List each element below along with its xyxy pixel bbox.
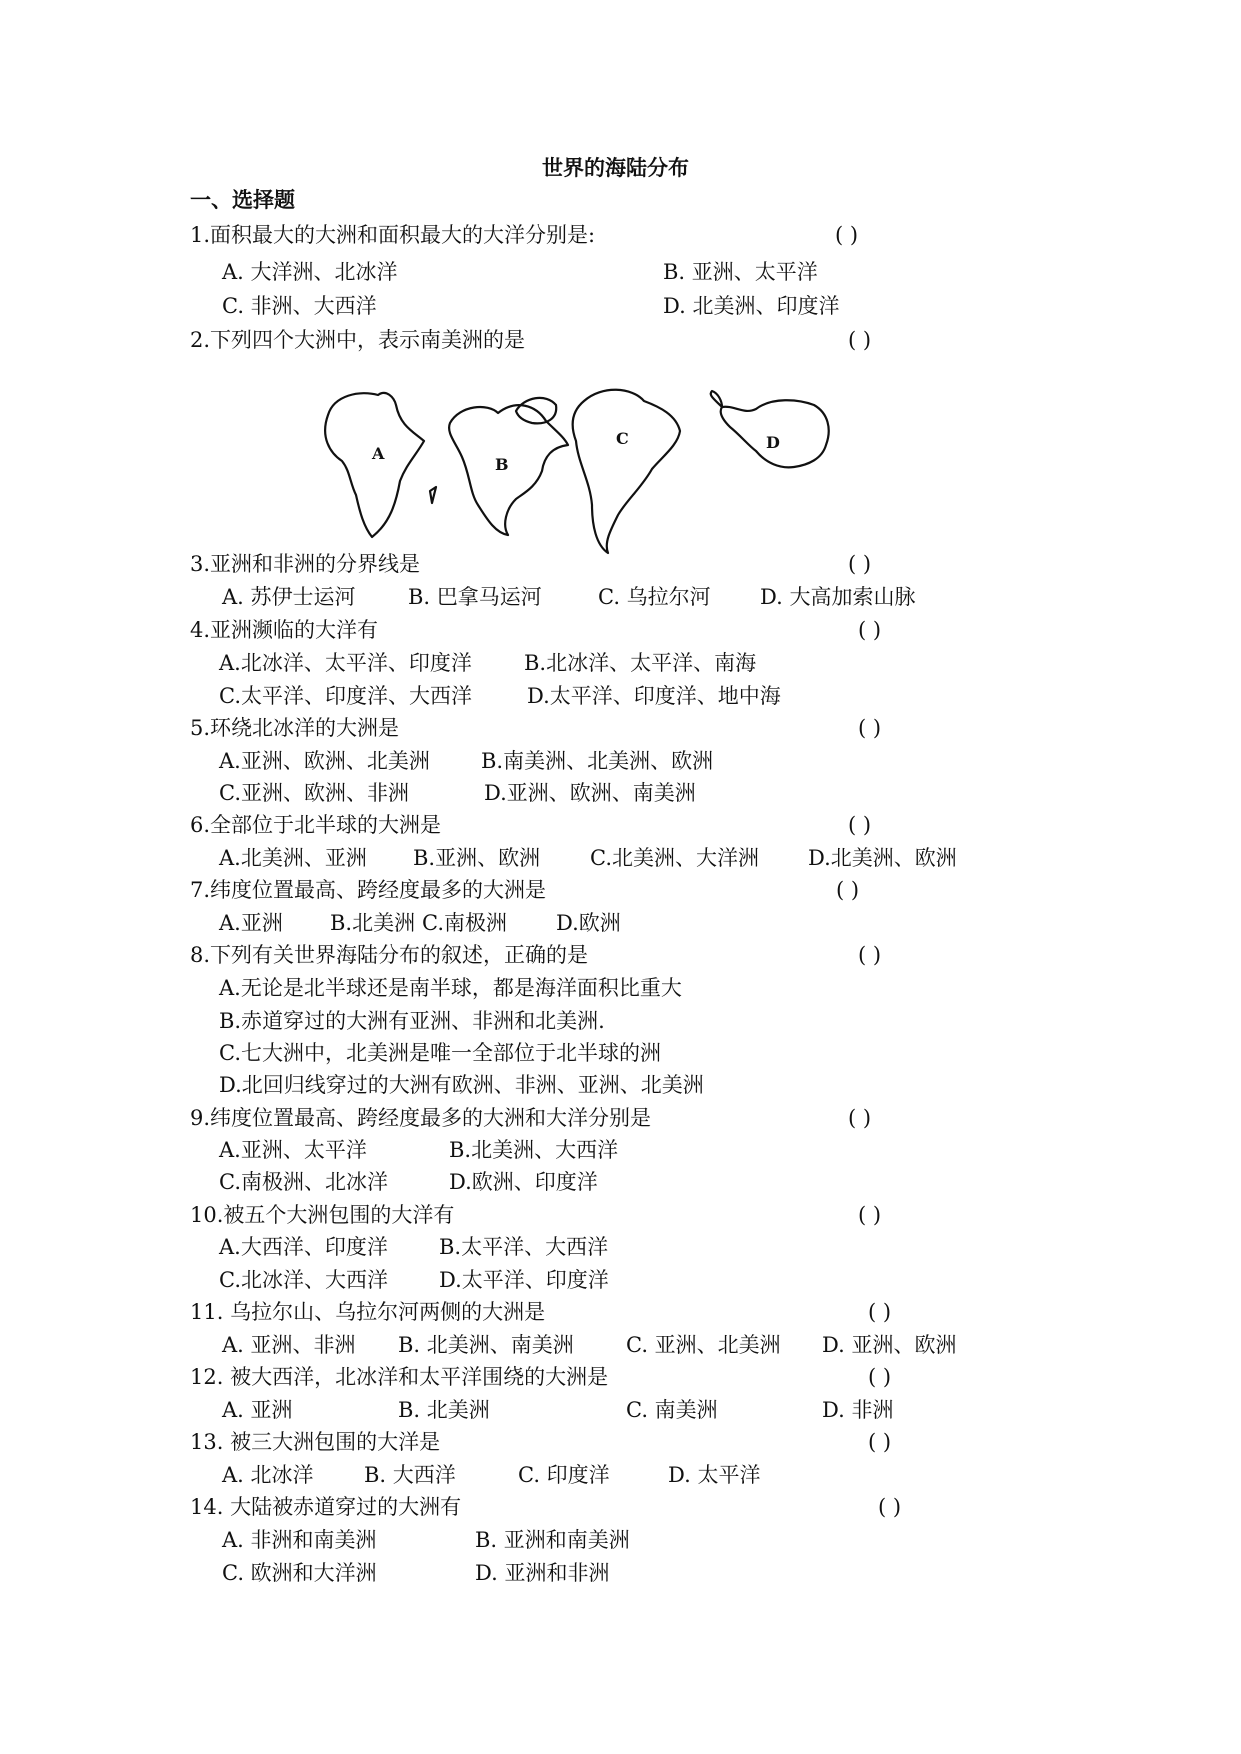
option[interactable]: B.北美洲、大西洋 — [449, 1138, 619, 1162]
continent-c-south-america-outline — [573, 390, 680, 553]
question-stem: 8.下列有关世界海陆分布的叙述，正确的是 — [190, 943, 589, 967]
option[interactable]: A.亚洲、欧洲、北美洲 — [219, 749, 430, 773]
option[interactable]: C. 亚洲、北美洲 — [626, 1333, 781, 1357]
answer-bracket[interactable]: ( ) — [858, 618, 882, 642]
option[interactable]: B.北冰洋、太平洋、南海 — [524, 651, 757, 675]
option[interactable]: C.亚洲、欧洲、非洲 — [219, 781, 409, 805]
answer-bracket[interactable]: ( ) — [848, 328, 872, 352]
answer-bracket[interactable]: ( ) — [858, 1203, 882, 1227]
option[interactable]: C.太平洋、印度洋、大西洋 — [219, 684, 472, 708]
option[interactable]: D. 太平洋 — [668, 1463, 761, 1487]
question-stem: 2.下列四个大洲中，表示南美洲的是 — [190, 328, 526, 352]
option[interactable]: A. 大洋洲、北冰洋 — [222, 260, 398, 284]
question-stem: 6.全部位于北半球的大洲是 — [190, 813, 442, 837]
section-heading: 一、选择题 — [190, 188, 295, 212]
option[interactable]: A.无论是北半球还是南半球，都是海洋面积比重大 — [219, 976, 682, 1000]
option[interactable]: B.南美洲、北美洲、欧洲 — [481, 749, 714, 773]
answer-bracket[interactable]: ( ) — [848, 1106, 872, 1130]
option[interactable]: A.亚洲 — [219, 911, 283, 935]
question-stem: 4.亚洲濒临的大洋有 — [190, 618, 379, 642]
option[interactable]: B. 北美洲 — [398, 1398, 490, 1422]
option[interactable]: B. 亚洲、太平洋 — [663, 260, 818, 284]
answer-bracket[interactable]: ( ) — [878, 1495, 902, 1519]
option[interactable]: A. 亚洲、非洲 — [222, 1333, 356, 1357]
option[interactable]: C.南极洲 — [422, 911, 507, 935]
option[interactable]: A. 非洲和南美洲 — [222, 1528, 377, 1552]
continent-a-africa-outline — [325, 393, 424, 537]
option[interactable]: C. 欧洲和大洋洲 — [222, 1561, 377, 1585]
option[interactable]: A.北美洲、亚洲 — [219, 846, 367, 870]
option[interactable]: D. 大高加索山脉 — [760, 585, 916, 609]
answer-bracket[interactable]: ( ) — [848, 813, 872, 837]
label-c: C — [616, 429, 629, 448]
option[interactable]: B.赤道穿过的大洲有亚洲、非洲和北美洲. — [219, 1009, 605, 1033]
question-stem: 5.环绕北冰洋的大洲是 — [190, 716, 400, 740]
answer-bracket[interactable]: ( ) — [868, 1430, 892, 1454]
question-stem: 11. 乌拉尔山、乌拉尔河两侧的大洲是 — [190, 1300, 546, 1324]
label-b: B — [495, 455, 509, 474]
option[interactable]: D.欧洲、印度洋 — [449, 1170, 598, 1194]
option[interactable]: C.北美洲、大洋洲 — [590, 846, 759, 870]
option[interactable]: B. 巴拿马运河 — [408, 585, 542, 609]
page-title: 世界的海陆分布 — [542, 156, 689, 180]
label-a: A — [372, 444, 385, 463]
option[interactable]: A. 亚洲 — [222, 1398, 293, 1422]
option[interactable]: A.亚洲、太平洋 — [219, 1138, 367, 1162]
option[interactable]: B. 大西洋 — [364, 1463, 456, 1487]
option[interactable]: C.北冰洋、大西洋 — [219, 1268, 388, 1292]
option[interactable]: D.太平洋、印度洋 — [439, 1268, 609, 1292]
answer-bracket[interactable]: ( ) — [836, 878, 860, 902]
option[interactable]: D. 北美洲、印度洋 — [663, 294, 840, 318]
question-stem: 3.亚洲和非洲的分界线是 — [190, 552, 421, 576]
option[interactable]: C. 非洲、大西洋 — [222, 294, 377, 318]
option[interactable]: D. 非洲 — [822, 1398, 894, 1422]
question-stem: 7.纬度位置最高、跨经度最多的大洲是 — [190, 878, 547, 902]
option[interactable]: B.亚洲、欧洲 — [413, 846, 541, 870]
answer-bracket[interactable]: ( ) — [835, 223, 859, 247]
answer-bracket[interactable]: ( ) — [858, 943, 882, 967]
option[interactable]: B.北美洲 — [330, 911, 416, 935]
option[interactable]: D.北美洲、欧洲 — [808, 846, 957, 870]
option[interactable]: A. 苏伊士运河 — [222, 585, 356, 609]
option[interactable]: B. 亚洲和南美洲 — [475, 1528, 630, 1552]
option[interactable]: A. 北冰洋 — [222, 1463, 314, 1487]
option[interactable]: D.亚洲、欧洲、南美洲 — [484, 781, 696, 805]
option[interactable]: D. 亚洲和非洲 — [475, 1561, 610, 1585]
option[interactable]: C. 乌拉尔河 — [598, 585, 711, 609]
question-stem: 9.纬度位置最高、跨经度最多的大洲和大洋分别是 — [190, 1106, 652, 1130]
question-stem: 12. 被大西洋，北冰洋和太平洋围绕的大洲是 — [190, 1365, 609, 1389]
option[interactable]: A.大西洋、印度洋 — [219, 1235, 388, 1259]
option[interactable]: C.南极洲、北冰洋 — [219, 1170, 388, 1194]
answer-bracket[interactable]: ( ) — [868, 1300, 892, 1324]
madagascar-outline — [430, 487, 436, 503]
option[interactable]: C.七大洲中，北美洲是唯一全部位于北半球的洲 — [219, 1041, 661, 1065]
question-stem: 10.被五个大洲包围的大洋有 — [190, 1203, 455, 1227]
option[interactable]: D.北回归线穿过的大洲有欧洲、非洲、亚洲、北美洲 — [219, 1073, 704, 1097]
option[interactable]: C. 南美洲 — [626, 1398, 718, 1422]
question-stem: 1.面积最大的大洲和面积最大的大洋分别是: — [190, 223, 596, 247]
continents-figure — [320, 385, 840, 555]
option[interactable]: D. 亚洲、欧洲 — [822, 1333, 957, 1357]
option[interactable]: D.太平洋、印度洋、地中海 — [527, 684, 781, 708]
antarctic-peninsula-outline — [711, 391, 722, 407]
answer-bracket[interactable]: ( ) — [858, 716, 882, 740]
answer-bracket[interactable]: ( ) — [848, 552, 872, 576]
option[interactable]: A.北冰洋、太平洋、印度洋 — [219, 651, 472, 675]
answer-bracket[interactable]: ( ) — [868, 1365, 892, 1389]
option[interactable]: D.欧洲 — [556, 911, 621, 935]
question-stem: 14. 大陆被赤道穿过的大洲有 — [190, 1495, 462, 1519]
label-d: D — [766, 433, 780, 452]
option[interactable]: B.太平洋、大西洋 — [439, 1235, 609, 1259]
option[interactable]: B. 北美洲、南美洲 — [398, 1333, 574, 1357]
option[interactable]: C. 印度洋 — [518, 1463, 610, 1487]
continent-b-north-america-outline — [449, 405, 568, 535]
question-stem: 13. 被三大洲包围的大洋是 — [190, 1430, 441, 1454]
